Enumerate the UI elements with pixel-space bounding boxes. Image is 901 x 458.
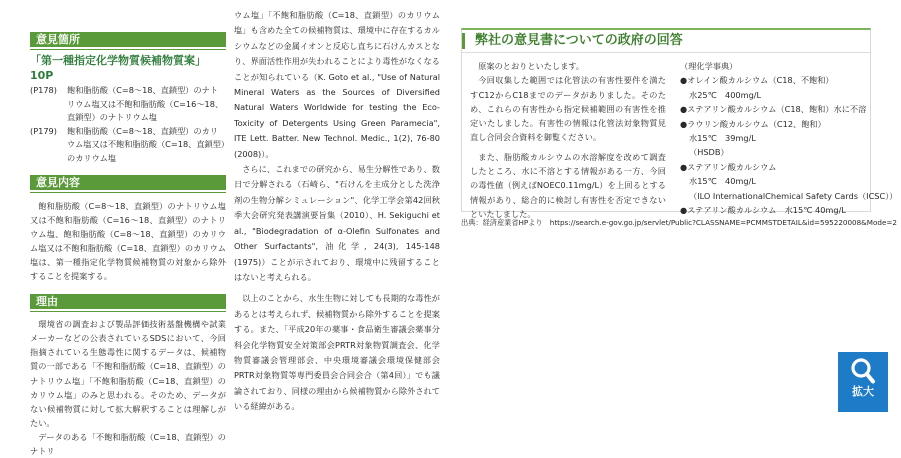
section-heading-opinion-location: 意見箇所 — [30, 32, 226, 47]
section-heading-reason: 理由 — [30, 294, 226, 309]
list-item — [30, 84, 226, 125]
response-text — [470, 59, 666, 221]
item-text: 飽和脂肪酸（C=8～18、直鎖型）のナトリウム塩又は不飽和脂肪酸（C=16～18、直鎖型）のナトリウム塩 — [67, 85, 224, 123]
item-text: 飽和脂肪酸（C=8～18、直鎖型）のカリウム塩又は不飽和脂肪酸（C=18、直鎖型）のカリウム塩 — [67, 125, 226, 163]
reference-line: ●ステアリン酸カルシウム 水15℃ 40mg/L — [680, 205, 846, 216]
section-heading-opinion-content: 意見内容 — [30, 175, 226, 190]
response-title-text: 弊社の意見書についての政府の回答 — [475, 33, 683, 48]
response-paragraph: また、脂肪酸カルシウムの水溶解度を改めて調査したところ、水に不溶とする情報がある一方、今回の毒性値（例えばNOEC0.11mg/L）を上回るとする情報があり、総合的に検討し有害性を否定できないといたしました。 — [470, 151, 666, 219]
column-middle — [234, 8, 440, 415]
government-response-box — [461, 28, 898, 219]
reason-paragraph: データのある「不飽和脂肪酸（C=18、直鎖型）のナトリ — [30, 431, 226, 456]
source-citation: 出典：経済産業省HPより https://search.e-gov.go.jp/servlet/Public?CLASSNAME=PCMMSTDETAIL&id=595220008&Mode=2 — [461, 218, 897, 227]
column-left — [30, 32, 226, 458]
reference-list — [680, 59, 898, 221]
page-ref: (P178) — [30, 85, 57, 95]
opinion-location-subtitle: 「第一種指定化学物質候補物質案」10P — [30, 54, 206, 82]
body-paragraph: さらに、これまでの研究から、易生分解性であり、数日で分解される（石崎ら、"石けんを主成分とした洗浄剤の生物分解シミュレーション"、化学工学会第42回秋季大会研究発表講演要旨集（2010）、H. Sekiguchi et al., "Biodegradation of α-Olefin Sulfonates and Other Surfactants", 油化学, 24(3), 145-148 (1975)）ことが示されており、環境中に残留することはないと考えられる。 — [234, 164, 440, 282]
response-paragraph: 今回収集した範囲では化管法の有害性要件を満たすC12からC18までのデータがありました。そのため、これらの有害性から指定候補範囲の有害性を推定いたしました。有害性の情報は化管法対象物質見直し合同会合資料を御覧ください。 — [470, 75, 666, 143]
reference-line: ●オレイン酸カルシウム（C18、不飽和） — [680, 75, 834, 86]
reason-paragraph: 環境省の調査および製品評価技術基盤機構や試業メーカーなどの公表されているSDSにおいて、今回指摘されている生態毒性に関するデータは、候補物質の一部である「不飽和脂肪酸（C=18、直鎖型）のナトリウム塩」「不飽和脂肪酸（C=18、直鎖型）のカリウム塩」のみと思われる。そのため、データがない候補物質に対して拡大解釈することは理解しがたい。 — [30, 319, 226, 428]
response-body — [462, 53, 898, 221]
list-item — [30, 125, 226, 166]
zoom-label: 拡大 — [852, 385, 874, 398]
magnifier-icon — [850, 357, 876, 385]
body-paragraph: ウム塩」「不飽和脂肪酸（C=18、直鎖型）のカリウム塩」も含めた全ての候補物質は、環境中に存在するカルシウムなどの金属イオンと反応し直ちに石けんカスとなり、界面活性作用が失われることにより毒性がなくなることが知られている（K. Goto et al., "Use of Natural Mineral Waters as the Sources of Diversified Natural Waters Worldwide for testing the Eco-Toxicity of Detergents Using Green Paramecia", ITE Lett. Batter. New Technol. Medic., 1(2), 76-80 (2008)）。 — [234, 10, 440, 159]
reference-line: 水25℃ 400mg/L — [689, 89, 762, 100]
response-title — [462, 30, 870, 53]
reference-line: （ILO InternationalChemical Safety Cards（ICSC）） — [689, 190, 898, 201]
reference-line: ●ステアリン酸カルシウム — [680, 161, 777, 172]
opinion-content-text: 飽和脂肪酸（C=8～18、直鎖型）のナトリウム塩又は不飽和脂肪酸（C=16～18、直鎖型）のナトリウム塩、飽和脂肪酸（C=8～18、直鎖型）のカリウム塩又は不飽和脂肪酸（C=18、直鎖型）のカリウム塩は、第一種指定化学物質候補物質の対象から除外することを提案する。 — [30, 200, 226, 282]
reference-line: （HSDB） — [689, 147, 729, 158]
response-paragraph: 原案のとおりといたします。 — [478, 61, 584, 71]
body-paragraph: 以上のことから、水生生物に対しても長期的な毒性があるとは考えられず、候補物質から除外することを提案する。また、「平成20年の薬事・食品衛生審議会薬事分科会化学物質安全対策部会PRTR対象物質調査会、化学物質審議会管理部会、中央環境審議会環境保健部会PRTR対象物質等専門委員会合同会合（第4回）」でも議論されており、同様の理由から候補物質から除外されている経緯がある。 — [234, 293, 440, 412]
reference-title: （理化学事典） — [680, 61, 738, 71]
column-right — [461, 28, 898, 229]
reference-line: 水15℃ 40mg/L — [689, 176, 756, 187]
page-ref: (P179) — [30, 125, 57, 136]
reference-line: ●ステアリン酸カルシウム（C18、飽和）水に不溶 — [680, 104, 867, 115]
reference-line: 水15℃ 39mg/L — [689, 133, 756, 144]
reference-line: ●ラウリン酸カルシウム（C12、飽和） — [680, 118, 826, 129]
zoom-button[interactable] — [838, 352, 888, 412]
